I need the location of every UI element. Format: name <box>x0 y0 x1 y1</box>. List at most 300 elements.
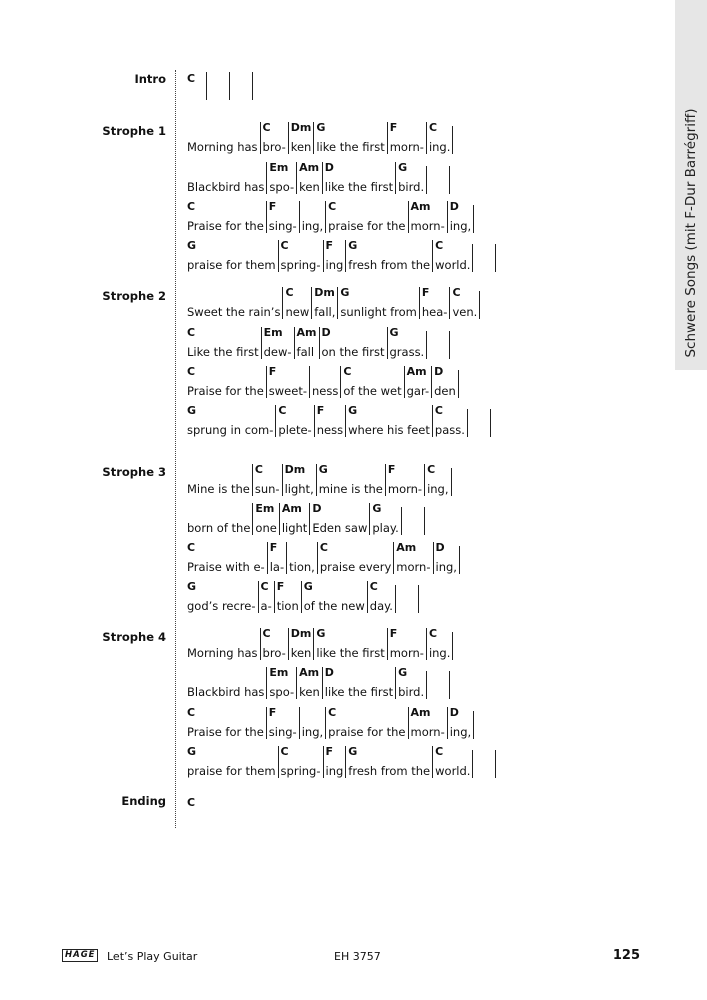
chord-line <box>187 327 450 359</box>
measure <box>187 122 260 154</box>
measure <box>323 240 346 272</box>
measure <box>369 503 400 535</box>
chord-symbol: C <box>187 706 196 719</box>
measure <box>187 287 282 319</box>
chord-line <box>187 240 496 272</box>
chord-symbol <box>187 162 264 174</box>
barline <box>479 291 480 319</box>
lyric-text: fall, <box>314 305 336 319</box>
chord-symbol: G <box>340 286 350 299</box>
measure <box>313 628 386 660</box>
measure <box>266 162 296 194</box>
measure <box>187 581 258 613</box>
measure <box>266 707 299 739</box>
measure <box>323 746 346 778</box>
measure <box>187 327 261 359</box>
measure <box>395 162 426 194</box>
barline <box>418 585 419 613</box>
chord-symbol <box>289 542 315 554</box>
lyric-text: Morning has <box>187 140 258 154</box>
barline <box>206 72 207 100</box>
section-label: Strophe 1 <box>102 124 166 138</box>
measure <box>424 464 450 496</box>
barline <box>449 166 450 194</box>
measure <box>309 366 340 398</box>
chord-symbol <box>187 122 258 134</box>
barline <box>424 507 425 535</box>
measure <box>187 667 266 699</box>
lyric-text: ing, <box>301 219 324 233</box>
lyric-text: ken <box>290 140 312 154</box>
chord-line <box>187 464 452 496</box>
chord-symbol: C <box>434 404 443 417</box>
chord-symbol <box>187 667 264 679</box>
chord-symbol: C <box>428 121 438 134</box>
measure <box>266 201 299 233</box>
lyric-text: god’s recre- <box>187 599 256 613</box>
chord-symbol: F <box>276 580 285 593</box>
chord-symbol <box>187 464 250 476</box>
chord-line <box>187 667 450 699</box>
measure <box>311 287 337 319</box>
measure <box>433 542 459 574</box>
measure <box>309 503 369 535</box>
lyric-text: sing- <box>268 725 297 739</box>
lyric-text: ken <box>299 180 320 194</box>
lyric-text: Blackbird has <box>187 685 265 699</box>
chord-line <box>187 628 453 660</box>
lyric-text: dew- <box>263 345 292 359</box>
lyric-text: tion <box>276 599 299 613</box>
lyric-text: light, <box>284 482 314 496</box>
lyric-text: sprung in com- <box>187 423 274 437</box>
lyric-text: ing. <box>428 140 451 154</box>
chord-symbol: D <box>449 200 459 213</box>
chord-symbol: D <box>324 666 334 679</box>
lyric-text: new <box>285 305 310 319</box>
measure <box>187 240 278 272</box>
measure <box>282 287 311 319</box>
chord-line <box>187 707 474 739</box>
lyric-text: sing- <box>268 219 297 233</box>
lyric-text: ing <box>325 258 344 272</box>
measure <box>314 405 345 437</box>
measure <box>187 628 260 660</box>
lyric-text: bird. <box>398 180 425 194</box>
measure <box>279 503 310 535</box>
barline <box>459 546 460 574</box>
chord-symbol: F <box>268 200 277 213</box>
lyric-text: ness <box>316 423 344 437</box>
measure <box>408 707 447 739</box>
lyric-text: fresh from the <box>348 258 431 272</box>
measure <box>266 366 309 398</box>
measure <box>367 581 395 613</box>
lyric-text: born of the <box>187 521 251 535</box>
lyric-text: bro- <box>262 140 286 154</box>
lyric-text: praise for the <box>328 725 406 739</box>
chord-symbol: F <box>269 541 278 554</box>
ending-chord: C <box>187 796 196 809</box>
chord-symbol: G <box>348 745 358 758</box>
chord-symbol: C <box>285 286 294 299</box>
chord-symbol: G <box>348 404 358 417</box>
chord-symbol: Am <box>296 326 317 339</box>
barline <box>252 72 253 100</box>
chord-symbol: Am <box>299 161 320 174</box>
chord-symbol: F <box>325 239 334 252</box>
chord-symbol <box>312 366 338 378</box>
lyric-text: where his feet <box>348 423 430 437</box>
barline <box>451 468 452 496</box>
measure <box>431 366 458 398</box>
chord-symbol: G <box>348 239 358 252</box>
measure <box>252 464 282 496</box>
measure <box>286 542 317 574</box>
measure <box>345 746 432 778</box>
measure <box>267 542 286 574</box>
chord-symbol: C <box>262 121 271 134</box>
lyric-text: spring- <box>280 258 321 272</box>
measure <box>278 240 323 272</box>
measure <box>426 628 452 660</box>
chord-line <box>187 366 459 398</box>
chord-symbol: G <box>398 666 408 679</box>
measure <box>449 287 479 319</box>
chord-symbol: C <box>260 580 269 593</box>
lyric-text: morn- <box>396 560 431 574</box>
chord-symbol: C <box>187 365 196 378</box>
chord-symbol <box>187 503 250 515</box>
measure <box>252 503 278 535</box>
lyric-text: like the first <box>324 685 394 699</box>
chord-symbol: G <box>398 161 408 174</box>
measure <box>301 581 367 613</box>
lyric-text: Mine is the <box>187 482 250 496</box>
chord-symbol: G <box>316 121 326 134</box>
chord-symbol: Am <box>299 666 320 679</box>
chord-symbol: F <box>389 627 398 640</box>
measure <box>187 201 266 233</box>
chord-line <box>187 201 474 233</box>
chord-symbol: C <box>319 541 328 554</box>
chord-symbol: G <box>303 580 313 593</box>
lyric-text: fall <box>296 345 315 359</box>
measure <box>426 122 452 154</box>
measure <box>345 240 432 272</box>
chord-symbol <box>302 201 323 213</box>
lyric-text: spo- <box>269 685 295 699</box>
chord-symbol: Em <box>269 161 289 174</box>
measure <box>299 201 325 233</box>
measure <box>187 464 252 496</box>
measure <box>187 162 266 194</box>
lyric-text: morn- <box>410 725 445 739</box>
chord-symbol: Am <box>410 200 431 213</box>
lyric-text: bird. <box>398 685 425 699</box>
lyric-text: Praise for the <box>187 219 264 233</box>
measure <box>385 464 424 496</box>
chord-symbol: Am <box>396 541 417 554</box>
chord-line <box>187 746 496 778</box>
chord-symbol <box>187 628 258 640</box>
chord-symbol: C <box>254 463 263 476</box>
measure <box>387 327 427 359</box>
measure <box>325 201 407 233</box>
chord-symbol: F <box>387 463 396 476</box>
chord-symbol <box>187 287 280 299</box>
lyric-text: morn- <box>410 219 445 233</box>
barline <box>473 205 474 233</box>
lyric-text: of the new <box>303 599 365 613</box>
barline <box>452 632 453 660</box>
measure <box>313 122 386 154</box>
chord-symbol: Dm <box>290 121 312 134</box>
lyric-text: den <box>434 384 456 398</box>
lyric-text: world. <box>435 258 471 272</box>
page-number: 125 <box>612 948 640 963</box>
chord-symbol: C <box>278 404 287 417</box>
barline <box>449 671 450 699</box>
lyric-text: sun- <box>254 482 280 496</box>
intro-label: Intro <box>134 72 166 86</box>
measure <box>345 405 432 437</box>
measure <box>393 542 432 574</box>
lyric-text: plete- <box>278 423 312 437</box>
barline <box>458 370 459 398</box>
chord-symbol: C <box>280 745 289 758</box>
measure <box>266 667 296 699</box>
catalog-number: EH 3757 <box>334 950 381 963</box>
lyric-text: gar- <box>406 384 430 398</box>
chord-symbol: G <box>187 239 197 252</box>
measure <box>258 581 274 613</box>
lyric-text: bro- <box>262 646 286 660</box>
measure <box>387 628 426 660</box>
lyric-text: a- <box>260 599 272 613</box>
lyric-text: on the first <box>321 345 385 359</box>
lyric-text: Sweet the rain’s <box>187 305 281 319</box>
measure <box>261 327 294 359</box>
measure <box>408 201 447 233</box>
measure <box>187 366 266 398</box>
lyric-text: hea- <box>421 305 448 319</box>
lyric-text: one <box>255 521 277 535</box>
lyric-text: ness <box>312 384 339 398</box>
lyric-text: world. <box>435 764 471 778</box>
measure <box>447 201 473 233</box>
lyric-text: la- <box>269 560 285 574</box>
lyric-text: like the first <box>324 180 394 194</box>
barline <box>490 409 491 437</box>
section-label: Strophe 3 <box>102 465 166 479</box>
barline <box>495 244 496 272</box>
lyric-text: ken <box>290 646 312 660</box>
measure <box>296 667 322 699</box>
lyric-text: Like the first <box>187 345 259 359</box>
lyric-text: spo- <box>269 180 295 194</box>
lyric-text: Praise with e- <box>187 560 265 574</box>
chord-symbol: F <box>268 365 277 378</box>
section-divider <box>175 70 176 828</box>
intro-chord: C <box>187 72 196 85</box>
chord-symbol: D <box>312 502 322 515</box>
chord-symbol: F <box>325 745 334 758</box>
chord-symbol: Em <box>269 666 289 679</box>
lyric-text: spring- <box>280 764 321 778</box>
chord-symbol: Em <box>255 502 275 515</box>
publisher-logo: HAGE <box>62 949 98 962</box>
measure <box>319 327 387 359</box>
measure <box>432 405 467 437</box>
measure <box>432 240 472 272</box>
chord-symbol: Dm <box>284 463 306 476</box>
side-tab-title: Schwere Songs (mit F-Dur Barrégriff) <box>683 108 699 358</box>
chord-symbol: C <box>328 200 337 213</box>
chord-symbol: G <box>389 326 399 339</box>
chord-line <box>187 581 419 613</box>
lyric-text: morn- <box>387 482 423 496</box>
lyric-text: pass. <box>434 423 465 437</box>
chord-symbol: G <box>187 745 197 758</box>
lyric-text: tion, <box>289 560 315 574</box>
lyric-text: praise for the <box>328 219 406 233</box>
lyric-text: Eden saw <box>312 521 368 535</box>
measure <box>282 464 316 496</box>
chord-symbol: Am <box>410 706 431 719</box>
lyric-text: ing, <box>449 219 472 233</box>
chord-symbol: C <box>369 580 378 593</box>
lyric-text: grass. <box>389 345 425 359</box>
chord-symbol: C <box>280 239 289 252</box>
section-label: Strophe 2 <box>102 289 166 303</box>
lyric-text: praise every <box>319 560 392 574</box>
measure <box>322 162 395 194</box>
measure <box>296 162 322 194</box>
measure <box>294 327 319 359</box>
measure <box>317 542 393 574</box>
lyric-text: ing, <box>427 482 449 496</box>
measure <box>260 628 288 660</box>
measure <box>278 746 323 778</box>
chord-symbol: C <box>435 239 444 252</box>
lyric-text: praise for them <box>187 258 276 272</box>
lyric-text: like the first <box>316 646 385 660</box>
chord-line <box>187 542 460 574</box>
ending-label: Ending <box>121 794 166 808</box>
lyric-text: ken <box>299 685 320 699</box>
chord-symbol: C <box>428 627 438 640</box>
lyric-text: day. <box>369 599 393 613</box>
measure <box>299 707 325 739</box>
chord-symbol <box>302 707 323 719</box>
lyric-text: sweet- <box>268 384 307 398</box>
chord-symbol: G <box>187 404 197 417</box>
chord-symbol: C <box>187 326 196 339</box>
lyric-text: ing, <box>435 560 457 574</box>
chord-symbol: C <box>262 627 271 640</box>
lyric-text: like the first <box>316 140 385 154</box>
chord-symbol: F <box>421 286 430 299</box>
chord-symbol: C <box>343 365 352 378</box>
lyric-text: Blackbird has <box>187 180 265 194</box>
chord-line <box>187 162 450 194</box>
chord-symbol: C <box>427 463 436 476</box>
measure <box>275 405 313 437</box>
measure <box>447 707 473 739</box>
measure <box>187 746 278 778</box>
chord-symbol: C <box>187 541 196 554</box>
lyric-text: morn- <box>389 140 424 154</box>
lyric-text: fresh from the <box>348 764 431 778</box>
measure <box>419 287 450 319</box>
lyric-text: mine is the <box>318 482 383 496</box>
chord-line <box>187 405 491 437</box>
chord-line <box>187 503 425 535</box>
lyric-text: of the wet <box>343 384 402 398</box>
chord-symbol: F <box>316 404 325 417</box>
barline <box>449 331 450 359</box>
measure <box>387 122 426 154</box>
chord-line <box>187 122 453 154</box>
chord-symbol: C <box>452 286 461 299</box>
measure <box>260 122 288 154</box>
book-title: Let’s Play Guitar <box>107 950 198 963</box>
measure <box>187 542 267 574</box>
chord-symbol: G <box>372 502 382 515</box>
chord-symbol: D <box>321 326 331 339</box>
measure <box>187 707 266 739</box>
lyric-text: light <box>281 521 308 535</box>
lyric-text: morn- <box>389 646 424 660</box>
chord-symbol: F <box>268 706 277 719</box>
barline <box>473 711 474 739</box>
lyric-text: Praise for the <box>187 384 264 398</box>
lyric-text: ing. <box>428 646 451 660</box>
measure <box>187 503 252 535</box>
barline <box>229 72 230 100</box>
lyric-text: play. <box>372 521 399 535</box>
section-label: Strophe 4 <box>102 630 166 644</box>
measure <box>325 707 407 739</box>
chord-symbol: C <box>187 200 196 213</box>
chord-symbol: D <box>449 706 459 719</box>
lyric-text: praise for them <box>187 764 276 778</box>
chord-symbol: C <box>435 745 444 758</box>
chord-symbol: G <box>316 627 326 640</box>
barline <box>452 126 453 154</box>
lyric-text: Morning has <box>187 646 258 660</box>
measure <box>288 628 314 660</box>
measure <box>404 366 432 398</box>
measure <box>322 667 395 699</box>
lyric-text: sunlight from <box>340 305 417 319</box>
measure <box>187 405 275 437</box>
chord-symbol: Dm <box>290 627 312 640</box>
chord-symbol: D <box>435 541 445 554</box>
lyric-text: ing <box>325 764 344 778</box>
chord-symbol: D <box>324 161 334 174</box>
chord-symbol: F <box>389 121 398 134</box>
chord-symbol: G <box>187 580 197 593</box>
measure <box>316 464 385 496</box>
lyric-text: ing, <box>449 725 472 739</box>
lyric-text: ing, <box>301 725 324 739</box>
chord-symbol: Dm <box>314 286 335 299</box>
measure <box>337 287 418 319</box>
chord-symbol: C <box>328 706 337 719</box>
chord-symbol: G <box>318 463 328 476</box>
